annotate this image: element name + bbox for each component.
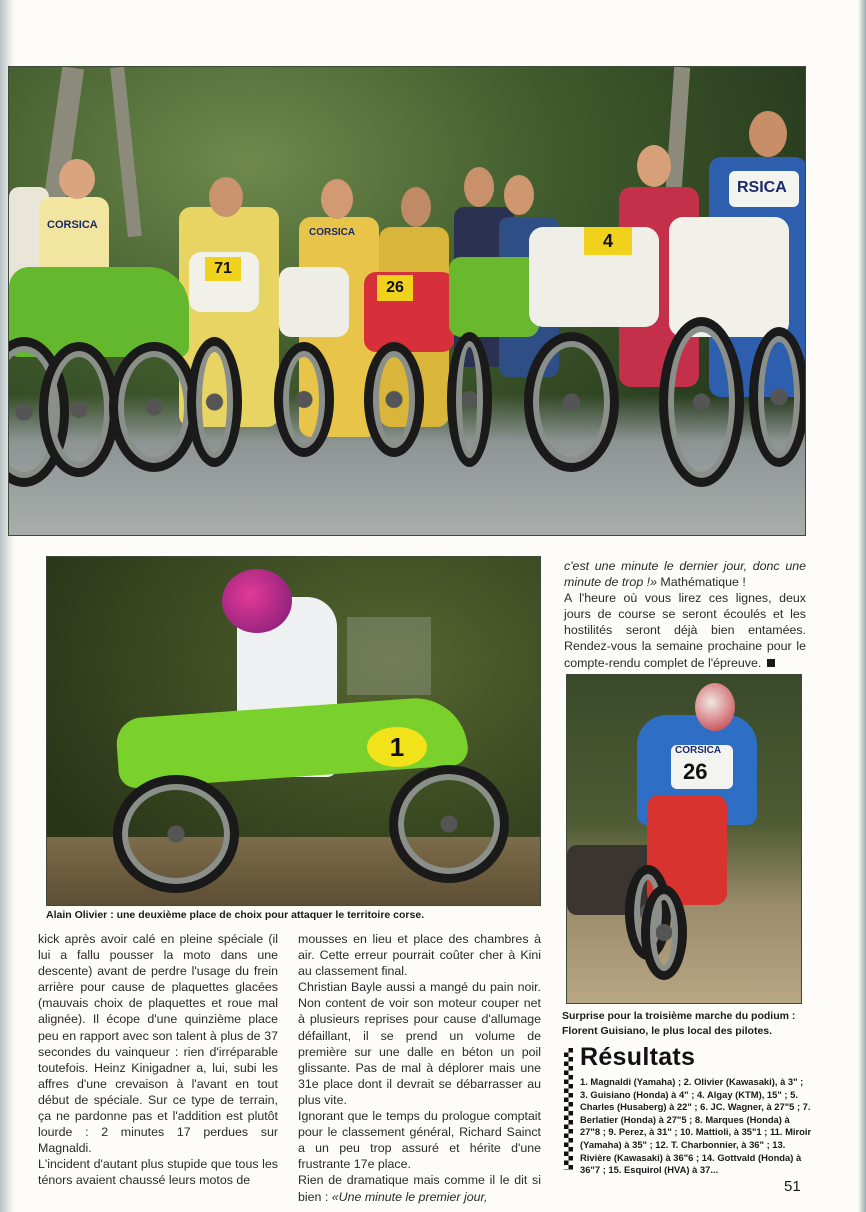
paragraph: Christian Bayle aussi a mangé du pain noir. Non content de voir son moteur couper net à plusieurs reprises pour cause d'allumage défaillant, il se prend un volume de première sur une dalle en béton un poil glissante. Pas de mal à déplorer mais une 31e place dont il devrait se débarrasser au plus vite. xyxy=(298,980,541,1107)
number-plate: 26 xyxy=(377,275,413,301)
results-list: 1. Magnaldi (Yamaha) ; 2. Olivier (Kawasaki), à 3" ; 3. Guisiano (Honda) à 4" ; 4. Algay (KTM), 15" ; 5. Charles (Husaberg) à 22" ; 6. JC. Wagner, à 27"5 ; 7. Berlatier (Honda) à 27"5 ; 8. Marques (Honda) à 27"8 ; 9. Perez, à 31" ; 10. Mattioli, à 35"1 ; 11. Miroir (Yamaha) à 35" ; 12. T. Charbonnier, à 36" ; 13. Rivière (Kawasaki) à 36"6 ; 14. Gottvald (Honda) à 36"7 ; 15. Esquirol (HVA) à 37... xyxy=(580,1076,812,1176)
paragraph xyxy=(564,558,806,590)
caption-line: Florent Guisiano, le plus local des pilotes. xyxy=(562,1025,773,1037)
page-number: 51 xyxy=(784,1178,801,1195)
article-column-right xyxy=(564,558,806,671)
wheel xyxy=(187,337,242,467)
jersey-number: 26 xyxy=(683,759,708,784)
wheel xyxy=(364,342,424,457)
rider-head xyxy=(401,187,431,227)
rider-head xyxy=(504,175,534,215)
rider-head xyxy=(59,159,95,199)
checkered-flag-bar xyxy=(564,1048,573,1170)
number-plate: 1 xyxy=(367,727,427,767)
rear-wheel xyxy=(641,885,687,980)
wheel xyxy=(274,342,334,457)
end-of-article-mark xyxy=(767,659,775,667)
paragraph: L'incident d'autant plus stupide que tous les ténors avaient chaussé leurs motos de xyxy=(38,1157,278,1188)
results-title: Résultats xyxy=(580,1043,696,1071)
rear-wheel xyxy=(389,765,509,883)
caption-olivier: Alain Olivier : une deuxième place de choix pour attaquer le territoire corse. xyxy=(46,909,425,921)
front-wheel xyxy=(113,775,239,893)
text-run: Rien de dramatique mais comme il le dit si bien : xyxy=(298,1173,541,1204)
motorbike-white xyxy=(669,217,789,337)
photo-riders-group xyxy=(8,66,806,536)
tree-trunk xyxy=(110,67,142,238)
caption-guisiano xyxy=(562,1009,812,1039)
paragraph: mousses en lieu et place des chambres à air. Cette erreur pourrait coûter cher à Kini au classement final. xyxy=(298,932,541,979)
page-outer-edge xyxy=(858,0,866,1212)
text-run: A l'heure où vous lirez ces lignes, deux jours de course se seront écoulés et les hostilités seront déjà bien entamées. Rendez-vous la semaine prochaine pour le compte-rendu complet de l'épreuve. xyxy=(564,591,806,670)
wheel xyxy=(109,342,199,472)
person-head xyxy=(464,167,494,207)
number-plate: 71 xyxy=(205,257,241,281)
jersey-sponsor-text: RSICA xyxy=(737,179,787,196)
article-column-middle xyxy=(298,931,541,1205)
jersey-sponsor-text: CORSICA xyxy=(47,219,98,231)
photo-olivier-riding xyxy=(46,556,541,906)
results-box xyxy=(562,1042,812,1176)
quote-text: c'est une minute le dernier jour, donc une minute de trop !» xyxy=(564,559,806,590)
photo-guisiano-riding xyxy=(566,674,802,1004)
paragraph: kick après avoir calé en pleine spéciale (il lui a fallu pousser la moto dans une descente) avant de perdre l'usage du frein arrière pour cause de plaquettes glacées (mauvais choix de plaquettes et roue mal alignée). Il écope d'une quinzième place peu en rapport avec son talent à plus de 37 secondes du vainqueur : rien d'irréparable toutefois. Heinz Kinigadner a, lui, subi les affres d'une crevaison à l'avant en tout début de spéciale. Sur ce type de terrain, ça ne pardonne pas et l'addition est plutôt lourde : 2 minutes 17 perdues sur Magnaldi. xyxy=(38,932,278,1156)
quote-text: «Une minute le premier jour, xyxy=(331,1189,488,1204)
helmet xyxy=(222,569,292,633)
rider-head xyxy=(637,145,671,187)
jersey-sponsor-text: CORSICA xyxy=(309,227,356,238)
paragraph xyxy=(298,1172,541,1204)
wheel xyxy=(749,327,806,467)
motorbike-white xyxy=(279,267,349,337)
wheel xyxy=(447,332,492,467)
wheel xyxy=(659,317,744,487)
wheel xyxy=(39,342,119,477)
caption-line: Surprise pour la troisième marche du podium : xyxy=(562,1010,796,1022)
rider-head xyxy=(749,111,787,157)
helmet xyxy=(695,683,735,731)
rider-head xyxy=(209,177,243,217)
rider-head xyxy=(321,179,353,219)
motorbike-green xyxy=(449,257,539,337)
text-run: Mathématique ! xyxy=(656,575,746,590)
number-plate: 4 xyxy=(584,227,632,255)
paragraph xyxy=(564,590,806,670)
paragraph: Ignorant que le temps du prologue comptait pour le classement général, Richard Sainct a un peu trop assuré et hérite d'une frustrante 17e place. xyxy=(298,1109,541,1172)
wheel xyxy=(524,332,619,472)
article-column-left xyxy=(38,931,278,1189)
watermark-logo xyxy=(347,617,431,695)
jersey-sponsor-text: CORSICA xyxy=(675,745,722,756)
